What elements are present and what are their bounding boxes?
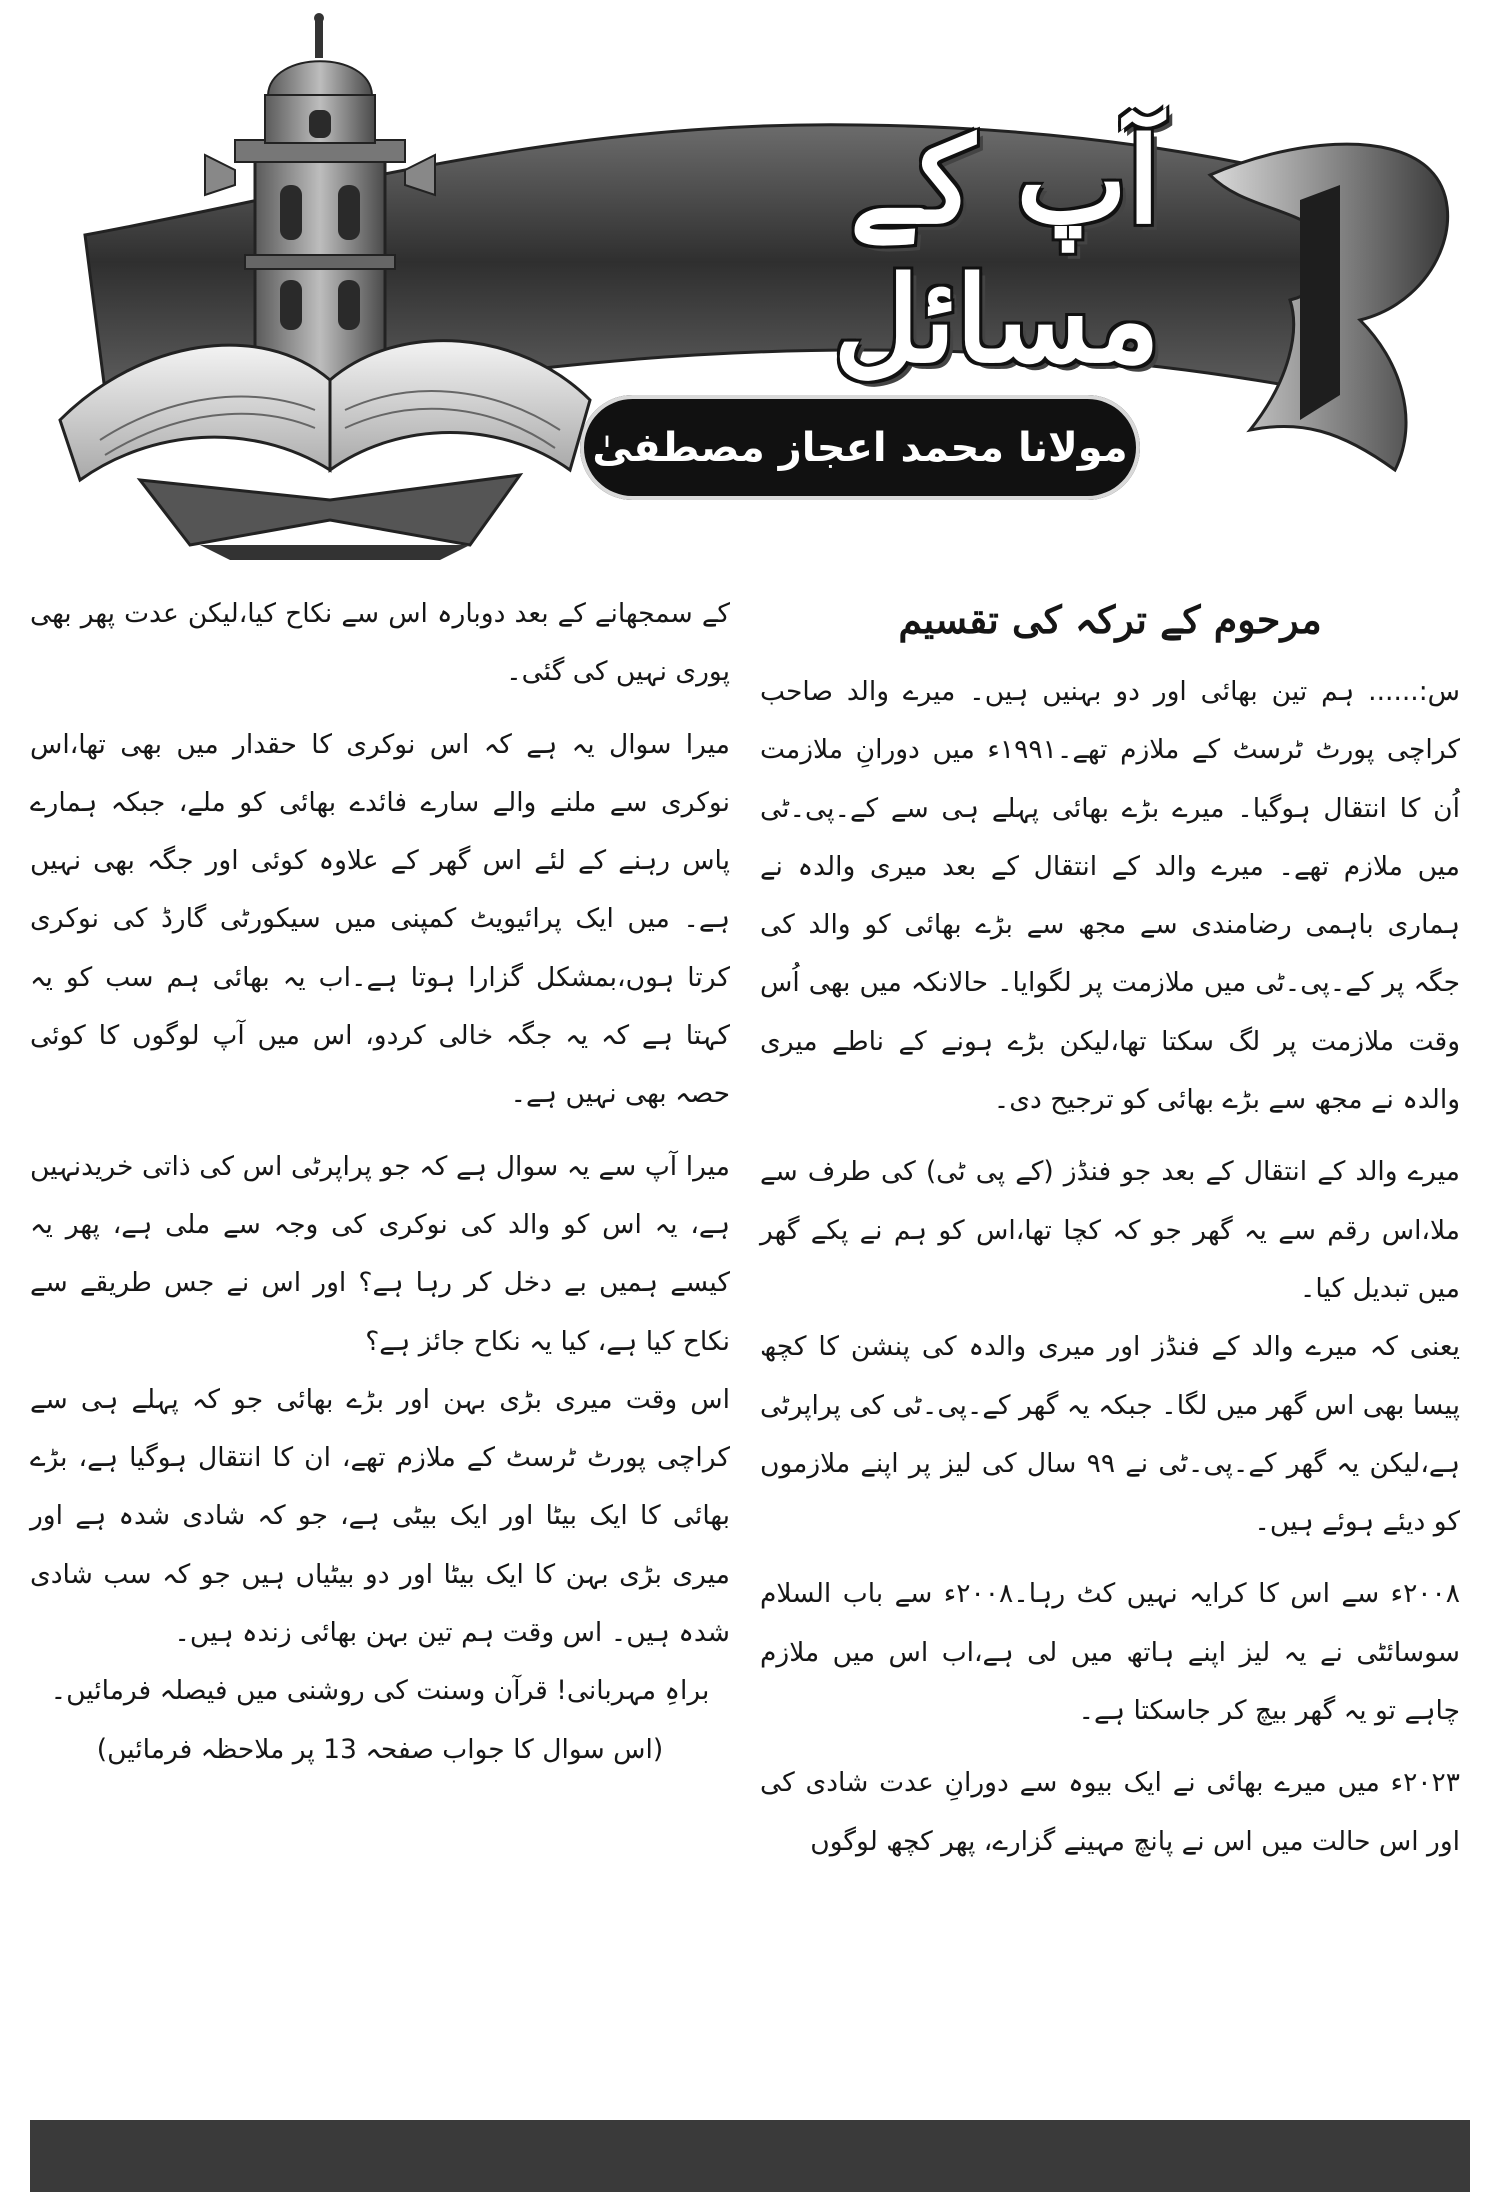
paragraph: ۲۰۰۸ء سے اس کا کرایہ نہیں کٹ رہا۔۲۰۰۸ء سے باب السلام سوسائٹی نے یہ لیز اپنے ہاتھ میں لی ہے،اب اس میں ملازم چاہے تو یہ گھر بیچ کر جاسکتا ہے۔ bbox=[760, 1578, 1461, 1727]
paragraph: ۲۰۲۳ء میں میرے بھائی نے ایک بیوہ سے دورانِ عدت شادی کی اور اس حالت میں اس نے پانچ مہینے گزارے، پھر کچھ لوگوں bbox=[760, 1767, 1460, 1857]
article-heading: مرحوم کے ترکہ کی تقسیم bbox=[898, 597, 1322, 642]
paragraph: س:...... ہم تین بھائی اور دو بہنیں ہیں۔ میرے والد صاحب کراچی پورٹ ٹرسٹ کے ملازم تھے۔۱۹۹۱ء میں دورانِ ملازمت اُن کا انتقال ہوگیا۔ میرے بڑے بھائی پہلے ہی سے کے۔پی۔ٹی میں ملازم تھے۔ میرے والد کے انتقال کے بعد میری والدہ نے ہماری باہمی رضامندی سے مجھ سے بڑے بھائی کو والد کی جگہ پر کے۔پی۔ٹی میں ملازمت پر لگوایا۔ حالانکہ میں بھی اُس وقت ملازمت پر لگ سکتا تھا،لیکن بڑے ہونے کے ناطے میری والدہ نے مجھ سے بڑے بھائی کو ترجیح دی۔ bbox=[760, 676, 1460, 1116]
paragraph: میرا سوال یہ ہے کہ اس نوکری کا حقدار میں بھی تھا،اس نوکری سے ملنے والے سارے فائدے بھائی کو ملے، جبکہ ہمارے پاس رہنے کے لئے اس گھر کے علاوہ کوئی اور جگہ بھی نہیں ہے۔ میں ایک پرائیویٹ کمپنی میں سیکورٹی گارڈ کی نوکری کرتا ہوں،بمشکل گزارا ہوتا ہے۔اب یہ بھائی ہم سب کو یہ کہتا ہے کہ یہ جگہ خالی کردو، اس میں آپ لوگوں کا کوئی حصہ بھی نہیں ہے۔ bbox=[30, 728, 730, 1110]
paragraph: میرے والد کے انتقال کے بعد جو فنڈز (کے پی ٹی) کی طرف سے ملا،اس رقم سے یہ گھر جو کہ کچا تھا،اس کو ہم نے پکے گھر میں تبدیل کیا۔ bbox=[760, 1156, 1460, 1304]
banner-title: آپ کے مسائل bbox=[833, 111, 1160, 389]
author-name-pill: مولانا محمد اعجاز مصطفیٰ bbox=[580, 395, 1140, 500]
paragraph: میرا آپ سے یہ سوال ہے کہ جو پراپرٹی اس کی ذاتی خریدنہیں ہے، یہ اس کو والد کی نوکری کی وجہ سے ملی ہے، پھر یہ کیسے ہمیں بے دخل کر رہا ہے؟ اور اس نے جس طریقے سے نکاح کیا ہے، کیا یہ نکاح جائز ہے؟ bbox=[30, 1150, 730, 1357]
answer-reference-note: (اس سوال کا جواب صفحہ 13 پر ملاحظہ فرمائیں) bbox=[96, 1733, 664, 1765]
paragraph: کے سمجھانے کے بعد دوبارہ اس سے نکاح کیا،لیکن عدت پھر بھی پوری نہیں کی گئی۔ bbox=[30, 598, 730, 688]
masthead bbox=[0, 0, 1500, 560]
paragraph: یعنی کہ میرے والد کے فنڈز اور میری والدہ کی پنشن کا کچھ پیسا بھی اس گھر میں لگا۔ جبکہ یہ گھر کے۔پی۔ٹی کی پراپرٹی ہے،لیکن یہ گھر کے۔پی۔ٹی نے ۹۹ سال کی لیز پر اپنے ملازموں کو دیئے ہوئے ہیں۔ bbox=[760, 1331, 1460, 1538]
paragraph: اس وقت میری بڑی بہن اور بڑے بھائی جو کہ پہلے ہی سے کراچی پورٹ ٹرسٹ کے ملازم تھے، ان کا انتقال ہوگیا ہے، بڑے بھائی کا ایک بیٹا اور ایک بیٹی ہے، جو کہ شادی شدہ ہے اور میری بڑی بہن کا ایک بیٹا اور دو بیٹیاں ہیں جو کہ سب شادی شدہ ہیں۔ اس وقت ہم تین بہن بھائی زندہ ہیں۔ bbox=[30, 1383, 730, 1649]
article-column-left bbox=[30, 585, 730, 1779]
footer-bar bbox=[30, 2120, 1470, 2192]
closing-request: براہِ مہربانی! قرآن وسنت کی روشنی میں فیصلہ فرمائیں۔ bbox=[50, 1675, 710, 1707]
article-column-right bbox=[760, 585, 1460, 1871]
